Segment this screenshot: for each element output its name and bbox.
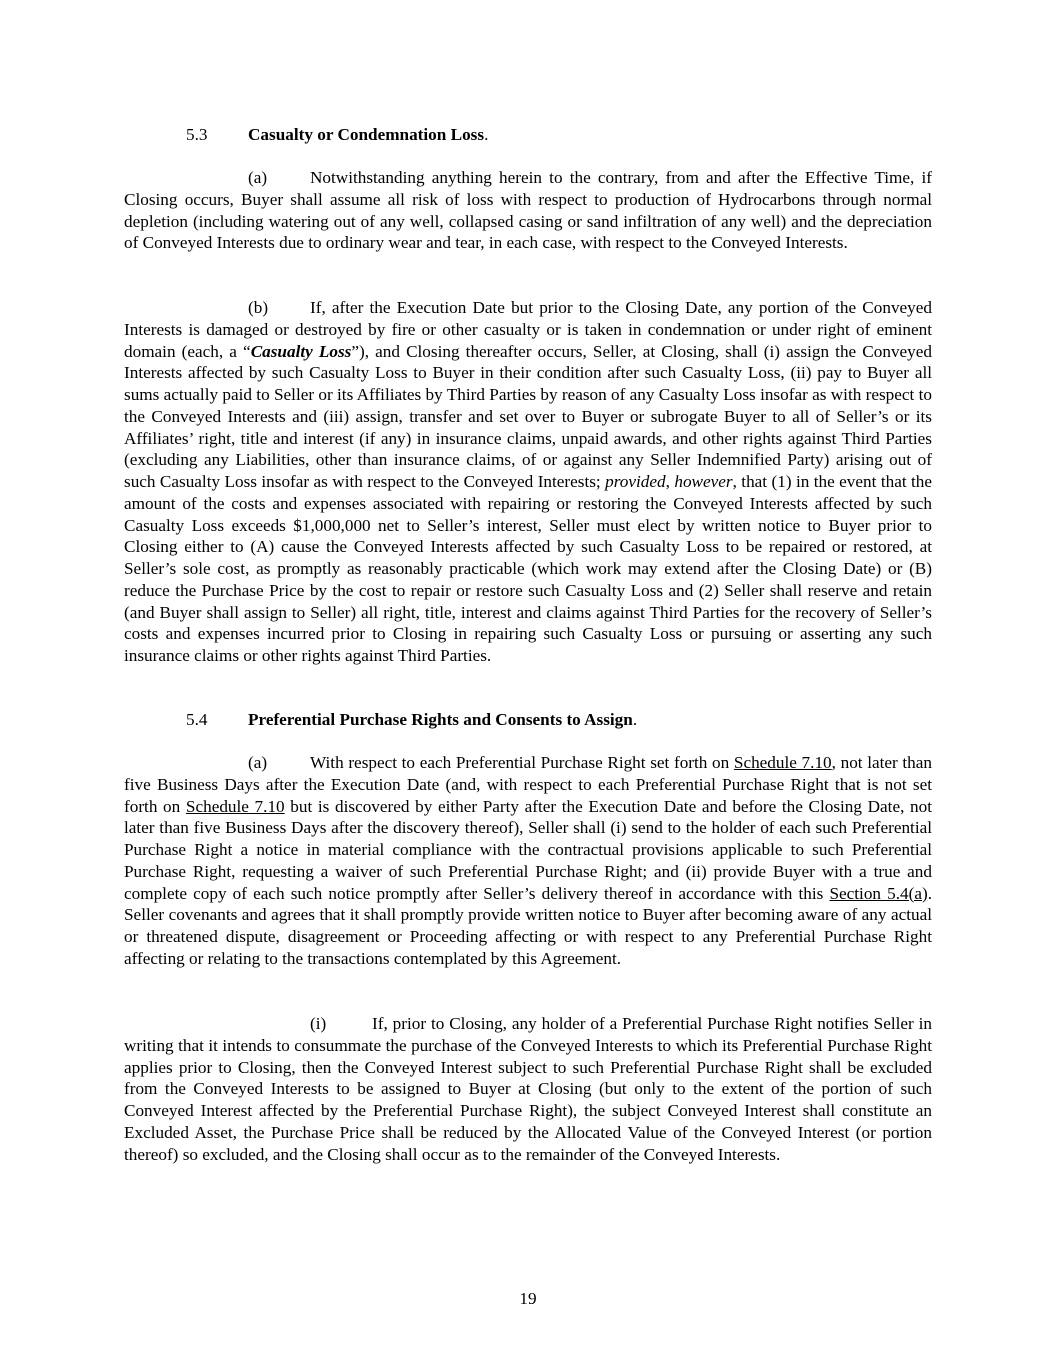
page-number: 19 (519, 1289, 537, 1308)
italic-however: however (674, 472, 733, 491)
paragraph-text: If, after the Execution Date but prior to the Closing Date, any portion of the Conveyed Interests is damaged or destroyed by fire or other casualty or is taken in condemnation or under right of eminent domain (each, a “ (124, 298, 932, 361)
paragraph-5-3-b (124, 297, 932, 667)
paragraph-text: If, prior to Closing, any holder of a Preferential Purchase Right notifies Seller in writing that it intends to consummate the purchase of the Conveyed Interests to which its Preferential Purchase Right applies prior to Closing, then the Conveyed Interest subject to such Preferential Purchase Right shall be excluded from the Conveyed Interests to be assigned to Buyer at Closing (but only to the extent of the portion of such Conveyed Interest affected by the Preferential Purchase Right), the subject Conveyed Interest shall constitute an Excluded Asset, the Purchase Price shall be reduced by the Allocated Value of the Conveyed Interest (or portion thereof) so excluded, and the Closing shall occur as to the remainder of the Conveyed Interests. (124, 1014, 932, 1164)
defined-term-casualty-loss: Casualty Loss (250, 341, 352, 361)
paragraph-text: ”), and Closing thereafter occurs, Seller, at Closing, shall (i) assign the Conveyed Interests affected by such Casualty Loss to Buyer in their condition after such Casualty Loss, (ii) pay to Buyer all sums actually paid to Seller or its Affiliates by Third Parties by reason of any Casualty Loss insofar as with respect to the Conveyed Interests and (iii) assign, transfer and set over to Buyer or subrogate Buyer to all of Seller’s or its Affiliates’ right, title and interest (if any) in insurance claims, unpaid awards, and other rights against Third Parties (excluding any Liabilities, other than insurance claims, of or against any Seller Indemnified Party) arising out of such Casualty Loss insofar as with respect to the Conveyed Interests; (124, 341, 932, 491)
schedule-7-10-reference: Schedule 7.10 (185, 796, 285, 816)
paragraph-5-3-a (124, 167, 932, 254)
section-heading-5-4 (124, 709, 932, 731)
paragraph-label: (i) (310, 1014, 327, 1033)
paragraph-label: (b) (248, 298, 269, 317)
paragraph-label: (a) (248, 753, 268, 772)
paragraph-text: but is discovered by either Party after the Execution Date and before the Closing Date, not later than five Business Days after the discovery thereof), Seller shall (i) send to the holder of each such Preferential Purchase Right a notice in material compliance with the contractual provisions applicable to such Preferential Purchase Right, requesting a waiver of such Preferential Purchase Right; and (ii) provide Buyer with a true and complete copy of each such notice promptly after Seller’s delivery thereof in accordance with this (124, 796, 932, 903)
section-number: 5.3 (186, 125, 208, 144)
section-number: 5.4 (186, 710, 208, 729)
paragraph-text: With respect to each Preferential Purchase Right set forth on (310, 753, 734, 772)
paragraph-5-4-a (124, 752, 932, 970)
section-title: Casualty or Condemnation Loss (248, 125, 485, 144)
section-title: Preferential Purchase Rights and Consents to Assign (248, 710, 633, 729)
italic-provided: provided (605, 472, 666, 491)
paragraph-label: (a) (248, 168, 268, 187)
paragraph-text: , (665, 472, 675, 491)
section-heading-5-3 (124, 124, 932, 146)
paragraph-text: , not later than five Business Days after the Execution Date (and, with respect to each Preferential Purchase Right that is not set forth on (124, 753, 932, 816)
section-5-4-a-reference: Section 5.4(a) (829, 883, 928, 903)
paragraph-text: , that (1) in the event that the amount of the costs and expenses associated with repairing or restoring the Conveyed Interests affected by such Casualty Loss exceeds $1,000,000 net to Seller’s interest, Seller must elect by written notice to Buyer prior to Closing either to (A) cause the Conveyed Interests affected by such Casualty Loss to be repaired or restored, at Seller’s sole cost, as promptly as reasonably practicable (which work may extend after the Closing Date) or (B) reduce the Purchase Price by the cost to repair or restore such Casualty Loss and (2) Seller shall reserve and retain (and Buyer shall assign to Seller) all right, title, interest and claims against Third Parties for the recovery of Seller’s costs and expenses incurred prior to Closing in repairing such Casualty Loss or pursuing or asserting any such insurance claims or other rights against Third Parties. (124, 472, 933, 665)
schedule-7-10-reference: Schedule 7.10 (733, 753, 832, 772)
title-period: . (632, 710, 638, 729)
paragraph-5-4-a-i (124, 1013, 932, 1165)
title-period: . (484, 125, 489, 144)
paragraph-text: Notwithstanding anything herein to the contrary, from and after the Effective Time, if Closing occurs, Buyer shall assume all risk of loss with respect to production of Hydrocarbons through normal depletion (including watering out of any well, collapsed casing or sand infiltration of any well) and the depreciation of Conveyed Interests due to ordinary wear and tear, in each case, with respect to the Conveyed Interests. (124, 168, 932, 253)
paragraph-text: . Seller covenants and agrees that it shall promptly provide written notice to Buyer after becoming aware of any actual or threatened dispute, disagreement or Proceeding affecting or with respect to any Preferential Purchase Right affecting or relating to the transactions contemplated by this Agreement. (124, 883, 932, 968)
